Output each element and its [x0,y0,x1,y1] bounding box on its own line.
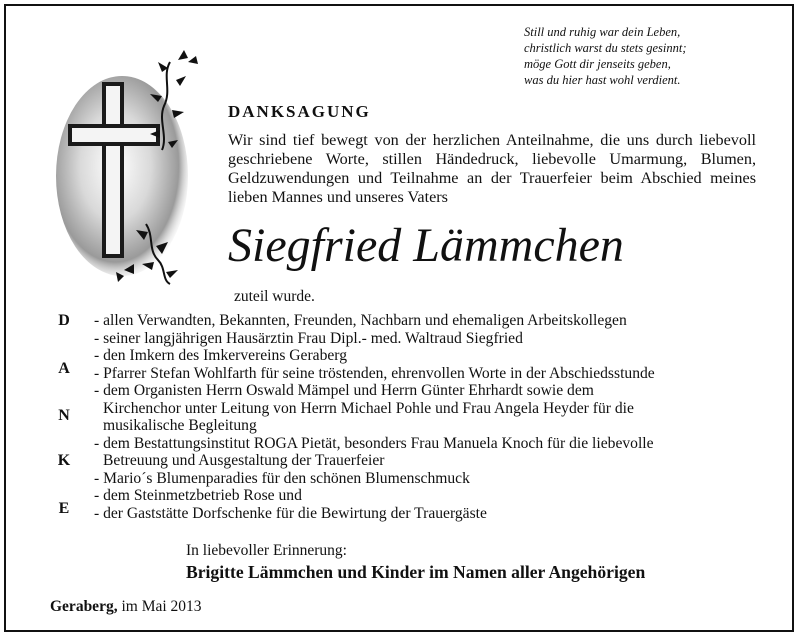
list-item: - dem Bestattungsinstitut ROGA Pietät, besonders Frau Manuela Knoch für die liebevolle [94,434,654,452]
intro-paragraph: Wir sind tief bewegt von der herzlichen Anteilnahme, die uns durch liebevoll geschriebene Worte, stillen Händedruck, liebevolle Umarmung, Blumen, Geldzuwendungen und Teilnahme an der Trauerfeier beim Abschied meines lieben Mannes und unseres Vaters [228,131,756,206]
list-item-continuation: Betreuung und Ausgestaltung der Trauerfeier [103,452,385,469]
thanks-list [94,312,754,522]
list-item: - allen Verwandten, Bekannten, Freunden, Nachbarn und ehemaligen Arbeitskollegen [94,312,627,329]
list-item-continuation: Kirchenchor unter Leitung von Herrn Michael Pohle und Frau Angela Heyder für die [103,399,634,417]
poem-line: was du hier hast wohl verdient. [524,73,681,87]
obituary-notice [4,4,794,632]
poem-line: Still und ruhig war dein Leben, [524,25,681,39]
list-item-continuation: musikalische Begleitung [103,417,257,434]
danke-letter: E [58,500,70,517]
list-item: - dem Organisten Herrn Oswald Mämpel und Herrn Günter Ehrhardt sowie dem [94,382,594,399]
place: Geraberg, [50,598,118,615]
danke-letter: A [58,360,70,377]
intro-ending: zuteil wurde. [234,288,315,305]
cross-with-ivy-icon [50,46,218,286]
list-item: - dem Steinmetzbetrieb Rose und [94,487,302,504]
place-date [50,598,202,616]
danke-letter: D [58,312,70,329]
deceased-name: Siegfried Lämmchen [228,219,624,272]
page-title: DANKSAGUNG [228,102,371,121]
closing-label: In liebevoller Erinnerung: [186,542,347,559]
list-item: - seiner langjährigen Hausärztin Frau Dipl.- med. Waltraud Siegfried [94,329,523,347]
list-item: - den Imkern des Imkervereins Geraberg [94,347,348,364]
memorial-poem [524,24,754,88]
date: im Mai 2013 [117,598,202,615]
poem-line: möge Gott dir jenseits geben, [524,57,671,71]
danke-letter: N [58,407,70,424]
list-item: - Mario´s Blumenparadies für den schönen Blumenschmuck [94,469,470,487]
danke-letter: K [57,452,71,469]
poem-line: christlich warst du stets gesinnt; [524,41,687,55]
list-item: - Pfarrer Stefan Wohlfarth für seine tröstenden, ehrenvollen Worte in der Abschiedsstunde [94,364,655,382]
signers: Brigitte Lämmchen und Kinder im Namen aller Angehörigen [186,562,646,582]
list-item: - der Gaststätte Dorfschenke für die Bewirtung der Trauergäste [94,504,487,522]
